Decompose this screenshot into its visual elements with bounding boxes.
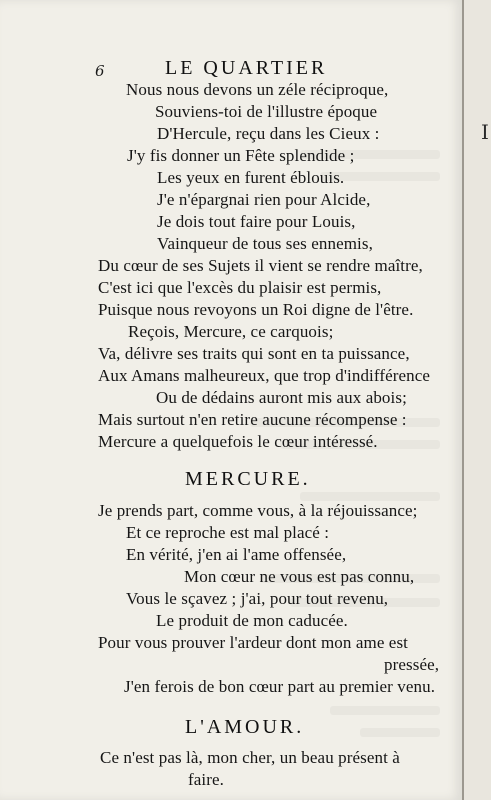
speaker-name: L'AMOUR. (185, 716, 305, 738)
verse-line: Mon cœur ne vous est pas connu, (184, 567, 415, 586)
verse-line: En vérité, j'en ai l'ame offensée, (126, 545, 347, 564)
verse-line: Vous le sçavez ; j'ai, pour tout revenu, (126, 589, 389, 608)
verse-line: J'e n'épargnai rien pour Alcide, (157, 190, 371, 209)
running-head: LE QUARTIER (165, 57, 328, 79)
verse-line: Vainqueur de tous ses ennemis, (157, 234, 373, 253)
verse-line: Nous nous devons un zéle réciproque, (126, 80, 389, 99)
verse-line: Je prends part, comme vous, à la réjouissance; (98, 501, 418, 520)
verse-line: Puisque nous revoyons un Roi digne de l'être. (98, 300, 414, 319)
verse-line: Je dois tout faire pour Louis, (157, 212, 356, 231)
verse-line: Le produit de mon caducée. (156, 611, 348, 630)
verse-line: Mais surtout n'en retire aucune récompense : (98, 410, 407, 429)
verse-line: Aux Amans malheureux, que trop d'indifférence (98, 366, 431, 385)
verse-line: Pour vous prouver l'ardeur dont mon ame est (98, 633, 408, 652)
verse-line: J'en ferois de bon cœur part au premier venu. (124, 677, 436, 696)
page-number: 6 (95, 62, 105, 80)
verse-line: Du cœur de ses Sujets il vient se rendre maître, (98, 256, 423, 275)
verse-line: pressée, (384, 655, 440, 674)
verse-line: Et ce reproche est mal placé : (126, 523, 330, 542)
verse-line: Va, délivre ses traits qui sont en ta puissance, (98, 344, 410, 363)
verse-line: Reçois, Mercure, ce carquois; (128, 322, 334, 341)
verse-line: Ou de dédains auront mis aux abois; (156, 388, 407, 407)
verse-line: Les yeux en furent éblouis. (157, 168, 345, 187)
facing-page-glyph: I (481, 120, 489, 144)
verse-line: J'y fis donner un Fête splendide ; (127, 146, 355, 165)
verse-line: C'est ici que l'excès du plaisir est permis, (98, 278, 382, 297)
verse-line: Ce n'est pas là, mon cher, un beau présent à (100, 748, 400, 767)
speaker-name: MERCURE. (185, 468, 311, 490)
facing-page-edge (462, 0, 491, 800)
verse-line: D'Hercule, reçu dans les Cieux : (157, 124, 380, 143)
verse-line: Mercure a quelquefois le cœur intéressé. (98, 432, 378, 451)
verse-line: Souviens-toi de l'illustre époque (155, 102, 378, 121)
verse-line: faire. (188, 770, 224, 789)
